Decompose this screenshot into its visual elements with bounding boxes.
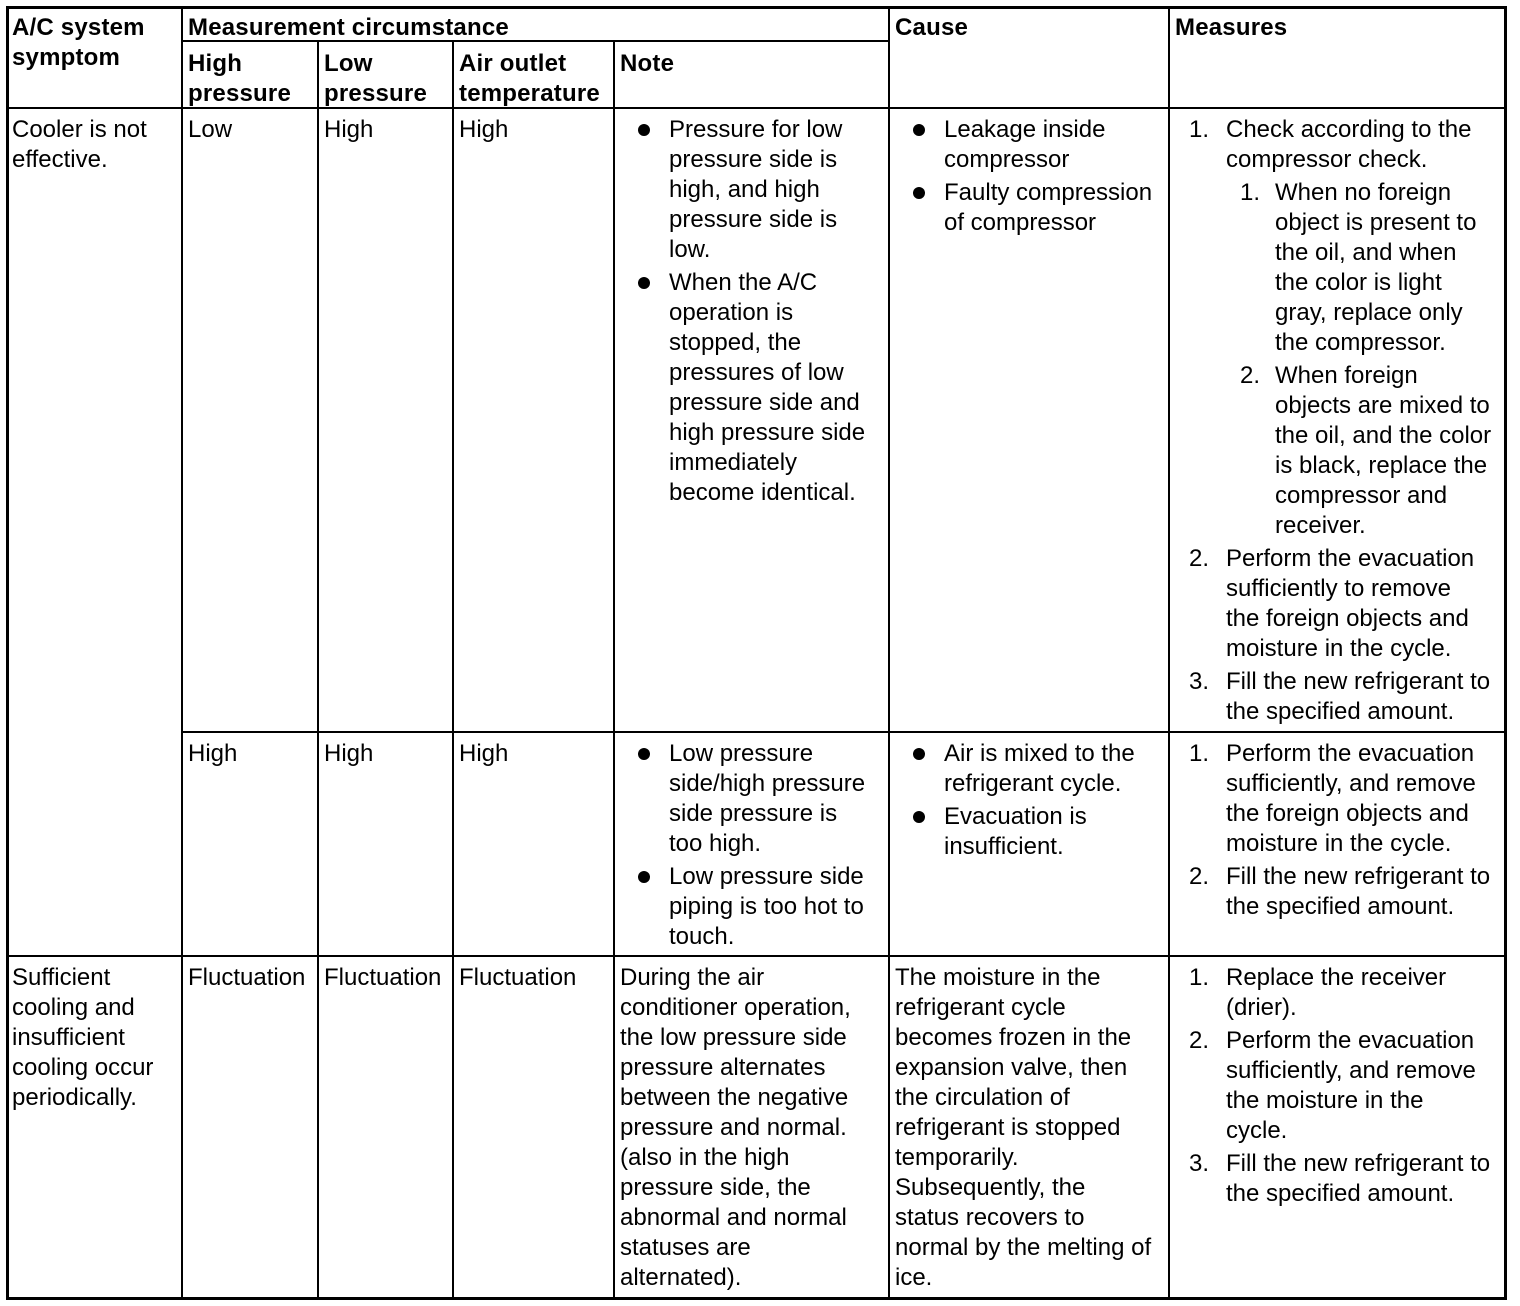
note-item: Low pressure side/high pressure side pressure is too high. — [638, 739, 865, 859]
header-cause: Cause — [895, 14, 969, 41]
low-pressure-cell: Fluctuation — [324, 964, 442, 991]
cause-list — [913, 115, 1152, 241]
note-list — [638, 739, 865, 955]
low-pressure-cell: High — [324, 740, 374, 767]
cause-cell: The moisture in the refrigerant cycle becomes frozen in the expansion valve, then the circulation of refrigerant is stopped temporarily. Subsequently, the status recovers to normal by the melting of ice. — [895, 964, 1152, 1291]
air-outlet-cell: Fluctuation — [459, 964, 577, 991]
measures-list — [1189, 739, 1490, 925]
measures-list — [1189, 115, 1491, 730]
low-pressure-cell: High — [324, 116, 374, 143]
measure-item: 1. Check according to the compressor check. 1. When no foreign object is present to the oil, and when the color is light gray, replace only the compressor. 2. When foreign objects are mixed to the oil, and the color is black, replace the compressor and receiver. — [1189, 116, 1492, 539]
grid-line — [452, 41, 454, 1300]
high-pressure-cell: Fluctuation — [188, 964, 306, 991]
high-pressure-cell: Low — [188, 116, 233, 143]
header-note: Note — [620, 50, 675, 77]
symptom-cell: Cooler is not effective. — [12, 116, 147, 173]
header-symptom: A/C system symptom — [12, 14, 145, 71]
measures-list — [1189, 963, 1490, 1212]
header-measurement: Measurement circumstance — [188, 14, 509, 41]
grid-line — [1168, 6, 1170, 1300]
measure-item: 2. Perform the evacuation sufficiently to remove the foreign objects and moisture in the cycle. — [1189, 545, 1475, 662]
cause-item: Faulty compression of compressor — [913, 178, 1152, 238]
measure-item: 1. Replace the receiver (drier). — [1189, 964, 1447, 1021]
note-item: When the A/C operation is stopped, the pressures of low pressure side and high pressure side immediately become identical. — [638, 268, 865, 508]
note-list — [638, 115, 865, 511]
measure-item: 1. Perform the evacuation sufficiently, and remove the foreign objects and moisture in the cycle. — [1189, 740, 1476, 857]
measure-subitem: 2. When foreign objects are mixed to the oil, and the color is black, replace the compressor and receiver. — [1240, 362, 1492, 539]
cause-item: Leakage inside compressor — [913, 115, 1152, 175]
grid-line — [613, 41, 615, 1300]
header-measures: Measures — [1175, 14, 1288, 41]
header-high-pressure: High pressure — [188, 50, 291, 107]
high-pressure-cell: High — [188, 740, 238, 767]
measure-subitem: 1. When no foreign object is present to the oil, and when the color is light gray, replace only the compressor. — [1240, 179, 1477, 356]
header-air-outlet: Air outlet temperature — [459, 50, 600, 107]
grid-line — [6, 955, 1507, 957]
grid-line — [181, 731, 1507, 733]
cause-item: Air is mixed to the refrigerant cycle. — [913, 739, 1135, 799]
measure-item: 3. Fill the new refrigerant to the specified amount. — [1189, 668, 1491, 725]
measure-sublist — [1226, 178, 1491, 541]
measure-item: 2. Fill the new refrigerant to the specified amount. — [1189, 863, 1491, 920]
grid-line — [888, 6, 890, 1300]
note-cell: During the air conditioner operation, the low pressure side pressure alternates between the negative pressure and normal. (also in the high pressure side, the abnormal and normal statuses are alternated). — [620, 964, 851, 1291]
note-item: Pressure for low pressure side is high, and high pressure side is low. — [638, 115, 865, 265]
air-outlet-cell: High — [459, 740, 509, 767]
grid-line — [181, 6, 183, 1300]
cause-list — [913, 739, 1135, 865]
grid-line — [317, 41, 319, 1300]
cause-item: Evacuation is insufficient. — [913, 802, 1135, 862]
air-outlet-cell: High — [459, 116, 509, 143]
header-low-pressure: Low pressure — [324, 50, 427, 107]
measure-item: 3. Fill the new refrigerant to the specified amount. — [1189, 1150, 1491, 1207]
measure-item: 2. Perform the evacuation sufficiently, and remove the moisture in the cycle. — [1189, 1027, 1476, 1144]
symptom-cell: Sufficient cooling and insufficient cooling occur periodically. — [12, 964, 154, 1111]
note-item: Low pressure side piping is too hot to touch. — [638, 862, 865, 952]
